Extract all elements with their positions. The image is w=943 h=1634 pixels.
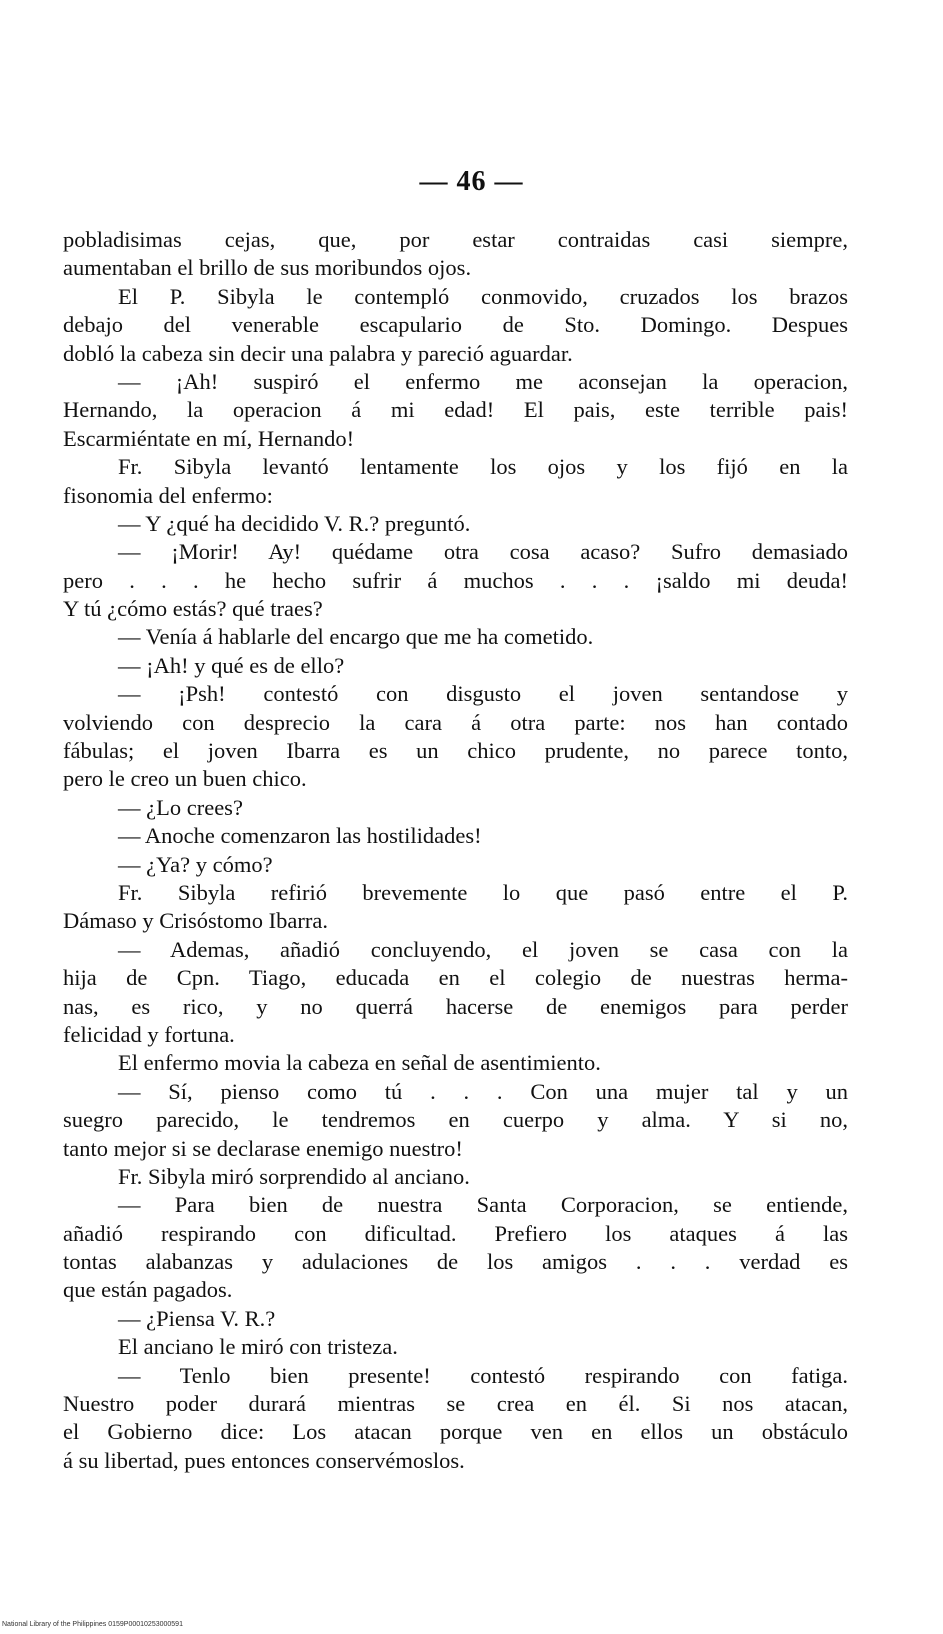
page-body-text <box>63 226 848 1475</box>
text-line: — ¡Ah! suspiró el enfermo me aconsejan la operacion, <box>118 368 848 394</box>
text-line: — ¿Ya? y cómo? <box>118 851 273 877</box>
text-line: — Venía á hablarle del encargo que me ha cometido. <box>118 624 594 650</box>
text-line: Fr. Sibyla miró sorprendido al anciano. <box>118 1163 470 1189</box>
text-line: Hernando, la operacion á mi edad! El pais, este terrible pais! <box>63 397 848 423</box>
text-line: — Ademas, añadió concluyendo, el joven se casa con la <box>118 936 848 962</box>
text-line: suegro parecido, le tendremos en cuerpo y alma. Y si no, <box>63 1107 848 1133</box>
text-line: volviendo con desprecio la cara á otra parte: nos han contado <box>63 709 848 735</box>
text-line: Escarmiéntate en mí, Hernando! <box>63 425 355 451</box>
text-line: tanto mejor si se declarase enemigo nuestro! <box>63 1135 463 1161</box>
text-line: — Sí, pienso como tú . . . Con una mujer tal y un <box>118 1078 848 1104</box>
page-number: — 46 — <box>419 166 524 197</box>
text-line: — Anoche comenzaron las hostilidades! <box>118 823 482 849</box>
text-line: Dámaso y Crisóstomo Ibarra. <box>63 908 328 934</box>
text-line: Fr. Sibyla levantó lentamente los ojos y los fijó en la <box>118 454 848 480</box>
text-line: hija de Cpn. Tiago, educada en el colegio de nuestras herma- <box>63 965 848 991</box>
text-line: — Y ¿qué ha decidido V. R.? preguntó. <box>118 510 471 536</box>
text-line: debajo del venerable escapulario de Sto. Domingo. Despues <box>63 312 848 338</box>
text-line: añadió respirando con dificultad. Prefiero los ataques á las <box>63 1220 848 1246</box>
text-line: Nuestro poder durará mientras se crea en él. Si nos atacan, <box>63 1391 848 1417</box>
text-line: tontas alabanzas y adulaciones de los amigos . . . verdad es <box>63 1249 848 1275</box>
text-line: — ¡Ah! y qué es de ello? <box>118 652 345 678</box>
text-line: que están pagados. <box>63 1277 233 1303</box>
text-line: El anciano le miró con tristeza. <box>118 1334 398 1360</box>
text-line: — ¡Psh! contestó con disgusto el joven sentandose y <box>118 681 848 707</box>
footer-credit: National Library of the Philippines 0159P00010253000591 <box>2 1621 183 1628</box>
text-line: — ¡Morir! Ay! quédame otra cosa acaso? Sufro demasiado <box>118 539 848 565</box>
text-line: pero le creo un buen chico. <box>63 766 307 792</box>
text-line: pero . . . he hecho sufrir á muchos . . . ¡saldo mi deuda! <box>63 567 848 593</box>
text-line: aumentaban el brillo de sus moribundos ojos. <box>63 255 472 281</box>
text-line: — ¿Piensa V. R.? <box>118 1305 276 1331</box>
text-line: — Tenlo bien presente! contestó respirando con fatiga. <box>118 1362 848 1388</box>
text-line: pobladisimas cejas, que, por estar contraidas casi siempre, <box>63 227 848 252</box>
text-line: el Gobierno dice: Los atacan porque ven en ellos un obstáculo <box>63 1419 848 1445</box>
text-line: nas, es rico, y no querrá hacerse de enemigos para perder <box>63 993 848 1019</box>
text-line: fábulas; el joven Ibarra es un chico prudente, no parece tonto, <box>63 738 848 764</box>
text-line: dobló la cabeza sin decir una palabra y pareció aguardar. <box>63 340 573 366</box>
text-line: felicidad y fortuna. <box>63 1021 235 1047</box>
text-line: á su libertad, pues entonces conservémoslos. <box>63 1447 465 1473</box>
text-line: Y tú ¿cómo estás? qué traes? <box>63 596 323 622</box>
text-line: — ¿Lo crees? <box>118 794 243 820</box>
text-line: El P. Sibyla le contempló conmovido, cruzados los brazos <box>118 283 848 309</box>
text-line: — Para bien de nuestra Santa Corporacion, se entiende, <box>118 1192 848 1218</box>
text-line: Fr. Sibyla refirió brevemente lo que pasó entre el P. <box>118 879 848 905</box>
text-line: El enfermo movia la cabeza en señal de asentimiento. <box>118 1050 601 1076</box>
text-line: fisonomia del enfermo: <box>63 482 273 508</box>
